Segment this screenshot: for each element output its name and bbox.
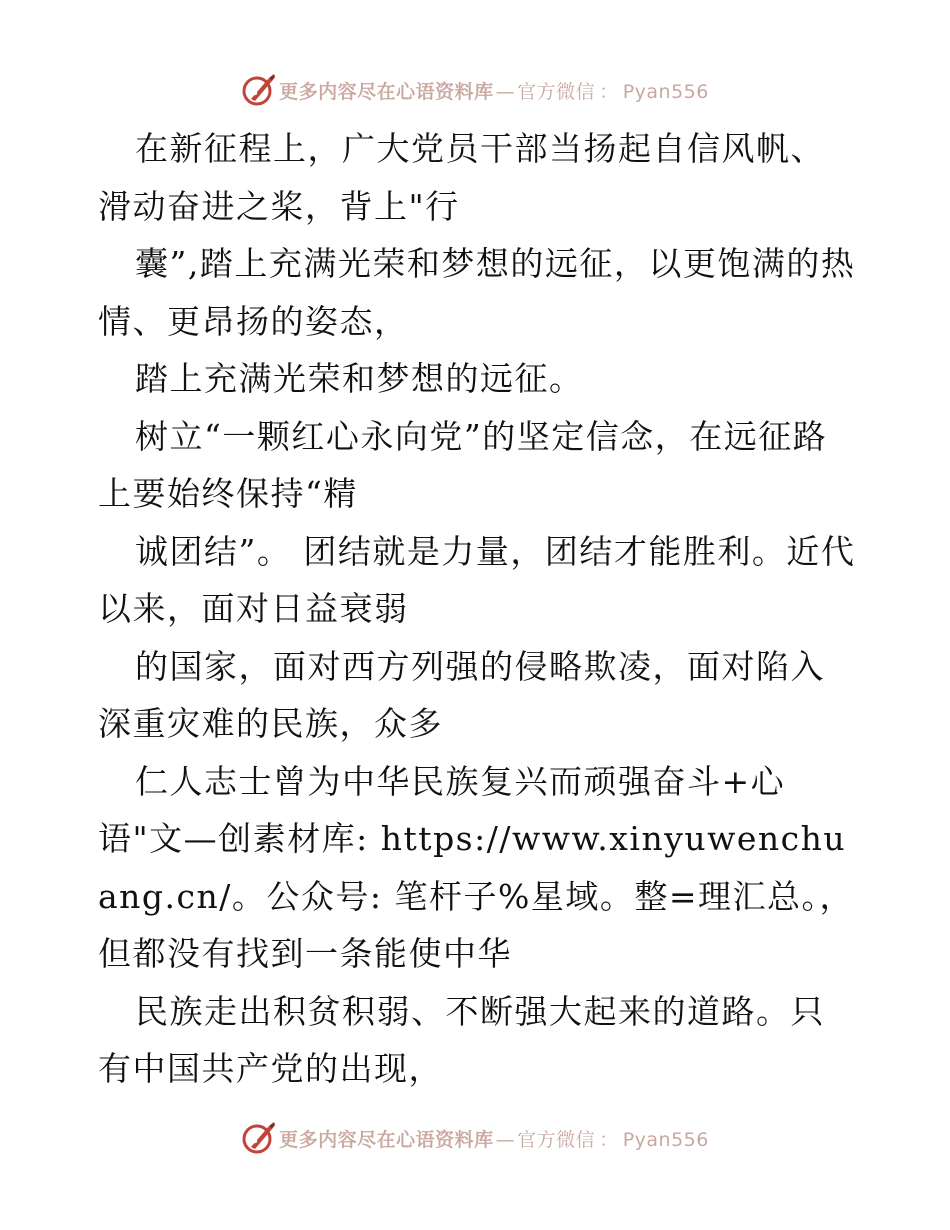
- header-colon: ：: [599, 80, 619, 103]
- footer-banner-text: [279, 1125, 709, 1152]
- header-separator: —: [495, 80, 516, 103]
- paragraph: 仁人志士曾为中华民族复兴而顽强奋斗+心语"文—创素材库: https://www.xinyuwenchuang.cn/。公众号: 笔杆子%星域。整=理汇总。，但都没有找到一条能使中华: [98, 761, 855, 973]
- footer-official-wechat-label: 官方微信: [517, 1128, 596, 1151]
- header-official-wechat-label: 官方微信: [517, 80, 596, 103]
- paragraph: 树立“一颗红心永向党”的坚定信念，在远征路上要始终保持“精: [98, 416, 828, 513]
- paragraph: 的国家，面对西方列强的侵略欺凌，面对陷入深重灾难的民族，众多: [98, 646, 825, 743]
- header-library-label: 更多内容尽在心语资料库: [279, 80, 494, 103]
- header-banner-text: [279, 77, 709, 104]
- footer-wechat-id: Pyan556: [622, 1128, 709, 1151]
- header-banner: [0, 70, 950, 110]
- paragraph: 在新征程上，广大党员干部当扬起自信风帆、滑动奋进之桨，背上"行: [98, 129, 825, 226]
- footer-separator: —: [495, 1128, 516, 1151]
- footer-library-label: 更多内容尽在心语资料库: [279, 1128, 494, 1151]
- quill-pen-logo-icon: [241, 72, 277, 108]
- document-body: [98, 120, 858, 1098]
- paragraph: 诚团结”。 团结就是力量，团结才能胜利。近代以来，面对日益衰弱: [98, 531, 856, 628]
- paragraph: 民族走出积贫积弱、不断强大起来的道路。只有中国共产党的出现，: [98, 991, 825, 1088]
- paragraph: 囊”,踏上充满光荣和梦想的远征，以更饱满的热情、更昂扬的姿态，: [98, 244, 856, 341]
- footer-banner: [0, 1118, 950, 1158]
- footer-colon: ：: [599, 1128, 619, 1151]
- paragraph: 踏上充满光荣和梦想的远征。: [135, 359, 584, 398]
- quill-pen-logo-icon: [241, 1120, 277, 1156]
- header-wechat-id: Pyan556: [622, 80, 709, 103]
